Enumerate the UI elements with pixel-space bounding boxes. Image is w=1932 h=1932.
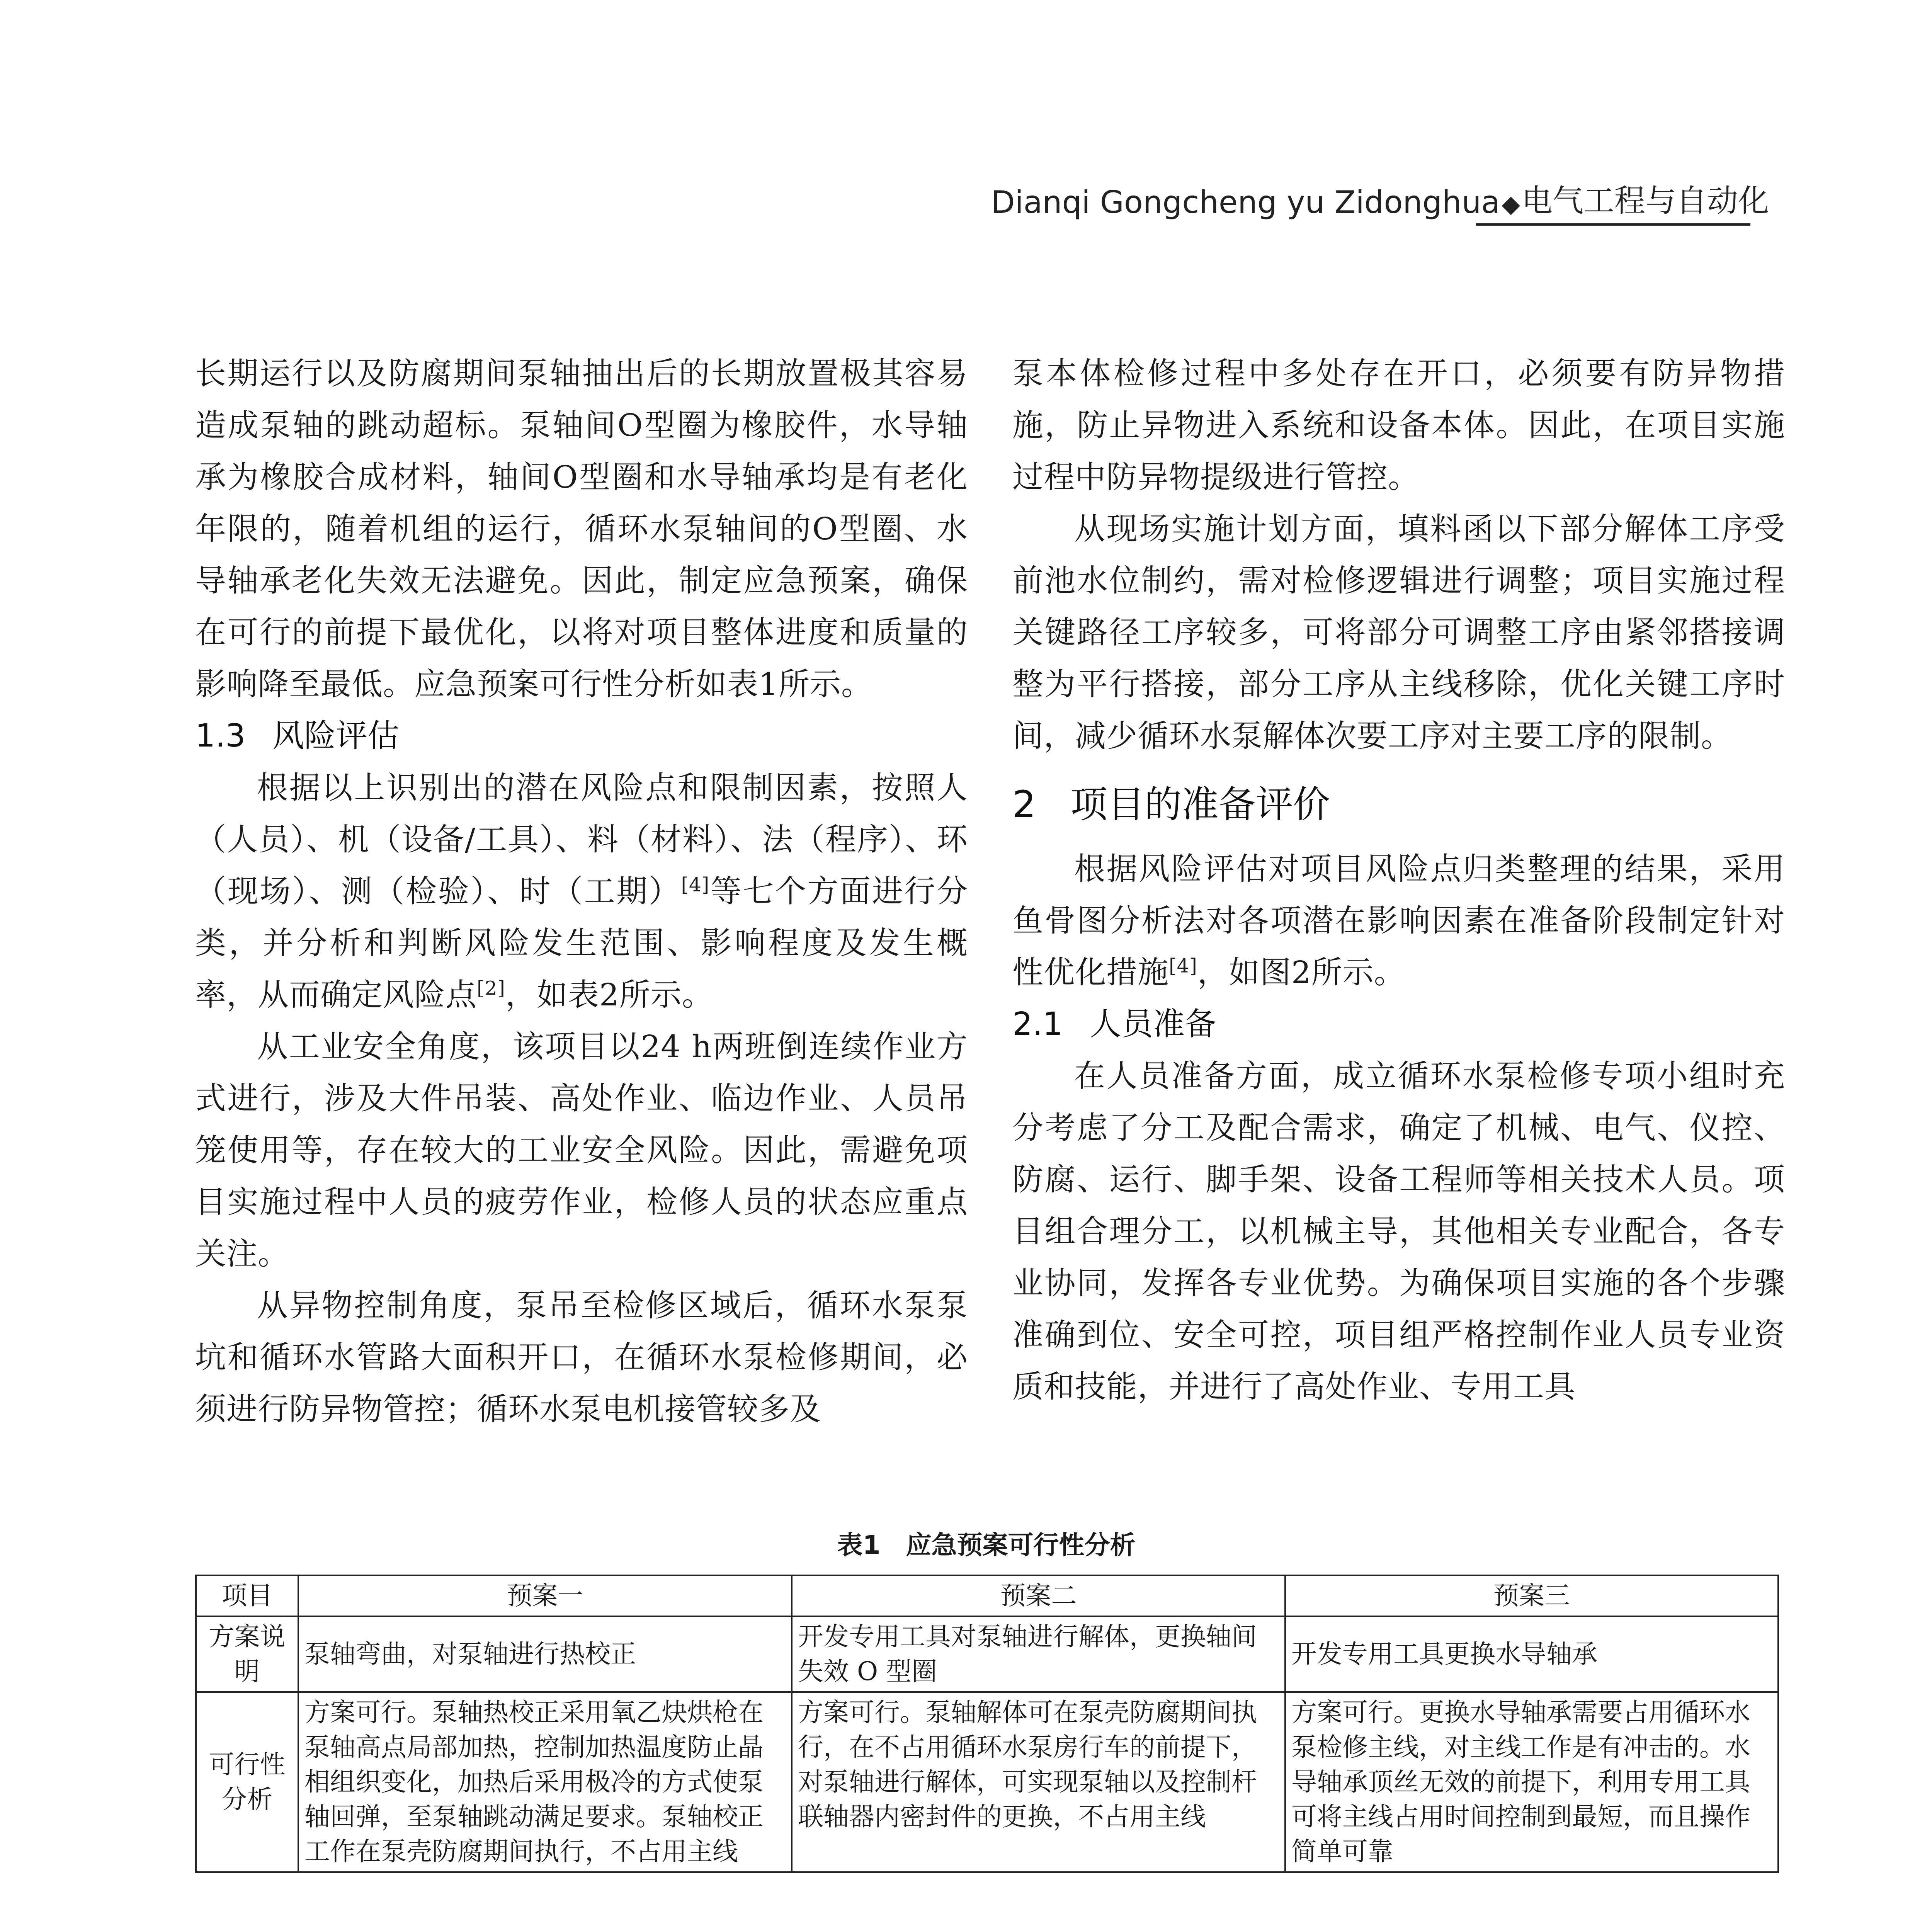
paragraph: 从异物控制角度，泵吊至检修区域后，循环水泵泵坑和循环水管路大面积开口，在循环水泵检修期间，必须进行防异物管控；循环水泵电机接管较多及: [195, 1287, 968, 1427]
table-cell: 方案可行。更换水导轴承需要占用循环水泵检修主线，对主线工作是有冲击的。水导轴承顶丝无效的前提下，利用专用工具可将主线占用时间控制到最短，而且操作简单可靠: [1285, 1692, 1778, 1872]
table-cell: 泵轴弯曲，对泵轴进行热校正: [298, 1616, 792, 1692]
section-heading-2-1: 2.1 人员准备: [1012, 1006, 1217, 1043]
table-header-cell: 预案一: [298, 1575, 792, 1616]
citation: [2]: [477, 977, 505, 1000]
journal-pinyin: Dianqi Gongcheng yu Zidonghua: [991, 184, 1500, 220]
paragraph: 根据风险评估对项目风险点归类整理的结果，采用鱼骨图分析法对各项潜在影响因素在准备阶段制定针对性优化措施[4]，如图2所示。: [1012, 851, 1785, 990]
paragraph: 在人员准备方面，成立循环水泵检修专项小组时充分考虑了分工及配合需求，确定了机械、电气、仪控、防腐、运行、脚手架、设备工程师等相关技术人员。项目组合理分工，以机械主导，其他相关专业配合，各专业协同，发挥各专业优势。为确保项目实施的各个步骤准确到位、安全可控，项目组严格控制作业人员专业资质和技能，并进行了高处作业、专用工具: [1012, 1058, 1785, 1405]
table-cell: 方案可行。泵轴热校正采用氧乙炔烘枪在泵轴高点局部加热，控制加热温度防止晶相组织变化，加热后采用极冷的方式使泵轴回弹，至泵轴跳动满足要求。泵轴校正工作在泵壳防腐期间执行，不占用主线: [298, 1692, 792, 1872]
table1: [195, 1575, 1779, 1873]
paragraph: 长期运行以及防腐期间泵轴抽出后的长期放置极其容易造成泵轴的跳动超标。泵轴间O型圈为橡胶件，水导轴承为橡胶合成材料，轴间O型圈和水导轴承均是有老化年限的，随着机组的运行，循环水泵轴间的O型圈、水导轴承老化失效无法避免。因此，制定应急预案，确保在可行的前提下最优化，以将对项目整体进度和质量的影响降至最低。应急预案可行性分析如表1所示。: [195, 355, 968, 702]
header-underline: [1476, 223, 1750, 226]
paragraph: 从现场实施计划方面，填料函以下部分解体工序受前池水位制约，需对检修逻辑进行调整；项目实施过程关键路径工序较多，可将部分可调整工序由紧邻搭接调整为平行搭接，部分工序从主线移除，优化关键工序时间，减少循环水泵解体次要工序对主要工序的限制。: [1012, 511, 1785, 754]
table-cell: 方案可行。泵轴解体可在泵壳防腐期间执行，在不占用循环水泵房行车的前提下，对泵轴进行解体，可实现泵轴以及控制杆联轴器内密封件的更换，不占用主线: [792, 1692, 1285, 1872]
running-header: [991, 174, 1774, 220]
table-header-cell: 项目: [196, 1575, 298, 1616]
right-column: [1012, 348, 1785, 1413]
table-header-cell: 预案二: [792, 1575, 1285, 1616]
left-column: [195, 348, 968, 1435]
table-row: [196, 1692, 1778, 1872]
table-row: [196, 1616, 1778, 1692]
table-header-cell: 预案三: [1285, 1575, 1778, 1616]
paragraph: 泵本体检修过程中多处存在开口，必须要有防异物措施，防止异物进入系统和设备本体。因此，在项目实施过程中防异物提级进行管控。: [1012, 355, 1785, 495]
table-header-row: [196, 1575, 1778, 1616]
diamond-icon: ◆: [1502, 190, 1520, 218]
table1-caption: 表1 应急预案可行性分析: [837, 1530, 1136, 1560]
journal-section-title: 电气工程与自动化: [1522, 183, 1769, 219]
paragraph: 根据以上识别出的潜在风险点和限制因素，按照人（人员）、机（设备/工具）、料（材料）、法（程序）、环（现场）、测（检验）、时（工期）[4]等七个方面进行分类，并分析和判断风险发生范围、影响程度及发生概率，从而确定风险点[2]，如表2所示。: [195, 770, 968, 1013]
paragraph: 从工业安全角度，该项目以24 h两班倒连续作业方式进行，涉及大件吊装、高处作业、临边作业、人员吊笼使用等，存在较大的工业安全风险。因此，需避免项目实施过程中人员的疲劳作业，检修人员的状态应重点关注。: [195, 1029, 968, 1272]
citation: [4]: [1169, 954, 1197, 977]
table-cell: 开发专用工具对泵轴进行解体，更换轴间失效 O 型圈: [792, 1616, 1285, 1692]
section-heading-1-3: 1.3 风险评估: [195, 718, 400, 754]
row-label: 方案说明: [196, 1616, 298, 1692]
citation: [4]: [681, 873, 710, 896]
row-label: 可行性分析: [196, 1692, 298, 1872]
section-heading-2: 2 项目的准备评价: [1012, 783, 1330, 826]
table-cell: 开发专用工具更换水导轴承: [1285, 1616, 1778, 1692]
